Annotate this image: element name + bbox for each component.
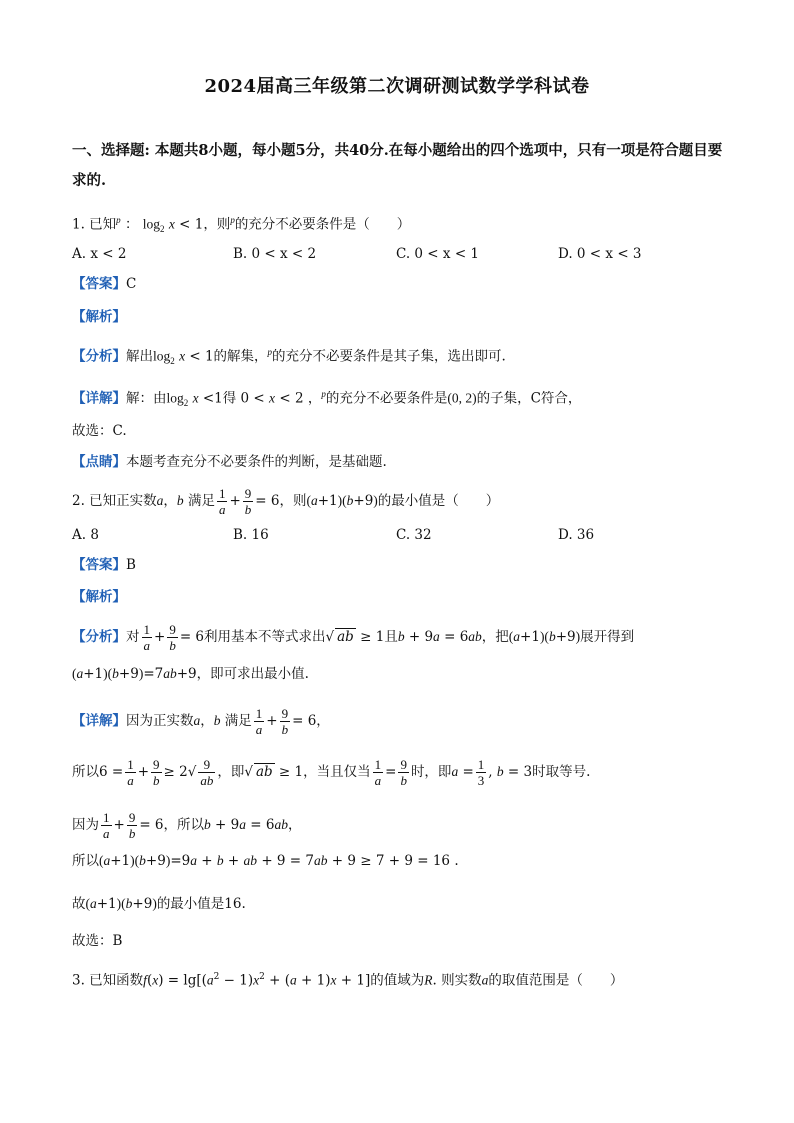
question-1-stem: 1. 已知$^p$ ： $\log_2 x < 1$，则$^p$的充分不必要条件是（ ）: [72, 215, 411, 235]
q1-choose: 故选：C.: [72, 423, 127, 439]
q1-fenxi: 【分析】解出$\log_2 x < 1$的解集，$^p$的充分不必要条件是其子集，选出即可.: [72, 347, 506, 367]
q2-fenxi: 【分析】对 $\frac{1}{a}$ + $\frac{9}{b}$ = 6利用基本不等式求出√ ab ≥ 1且b + 9a = 6ab，把(a+1)(b+9)展开得到: [72, 622, 635, 653]
q1-answer: 【答案】C: [72, 276, 137, 292]
q2-option-c: C. 32: [396, 527, 432, 543]
q2-analysis-label: 【解析】: [72, 589, 126, 605]
q2-detail-line3: 所以(a+1)(b+9)=9a + b + ab + 9 = 7ab + 9 ≥ 7 + 9 = 16 .: [72, 853, 459, 869]
q1-option-b: B. 0 < x < 2: [233, 246, 317, 262]
q1-analysis-label: 【解析】: [72, 309, 126, 325]
q2-option-b: B. 16: [233, 527, 269, 543]
q2-detail-line2: 因为 $\frac{1}{a}$ + $\frac{9}{b}$ = 6，所以b + 9a = 6ab，: [72, 810, 302, 841]
section-heading: 一、选择题: 本题共8小题，每小题5分，共40分.在每小题给出的四个选项中，只有一项是符合题目要求的.: [72, 142, 723, 189]
q1-option-a: A. x < 2: [72, 246, 127, 262]
q2-fenxi-line2: (a+1)(b+9)=7ab+9，即可求出最小值.: [72, 666, 309, 682]
question-3-stem: 3. 已知函数$f(x) = \lg[(a^2 - 1)x^2 + (a + 1)x + 1]$的值域为R. 则实数a的取值范围是（ ）: [72, 972, 624, 989]
question-2-stem: 2. 已知正实数a，b 满足 $\frac{1}{a}$ + $\frac{9}{b}$ = 6，则(a+1)(b+9)的最小值是（ ）: [72, 486, 500, 517]
q2-choose: 故选：B: [72, 933, 123, 949]
q1-option-d: D. 0 < x < 3: [558, 246, 642, 262]
q1-comment: 【点睛】本题考查充分不必要条件的判断，是基础题.: [72, 454, 387, 470]
q2-detail-line4: 故(a+1)(b+9)的最小值是16.: [72, 896, 246, 912]
q2-option-d: D. 36: [558, 527, 595, 543]
q1-detail: 【详解】解：由$\log_2 x <1$得 0 < x < 2 ，$^p$的充分不必要条件是(0, 2)的子集，C符合，: [72, 389, 582, 409]
q2-option-a: A. 8: [72, 527, 99, 543]
page-title: 2024届高三年级第二次调研测试数学学科试卷: [204, 76, 590, 97]
q2-answer: 【答案】B: [72, 557, 136, 573]
q2-detail: 【详解】因为正实数a，b 满足 $\frac{1}{a}$ + $\frac{9}{b}$ = 6，: [72, 706, 330, 737]
q1-option-c: C. 0 < x < 1: [396, 246, 480, 262]
q2-detail-line1: 所以6 = $\frac{1}{a}$ + $\frac{9}{b}$ ≥ 2√ $\frac{9}{ab}$ ，即√ ab ≥ 1，当且仅当 $\frac{1}{a}$ = $\frac{9}{b}$ 时，即a = $\frac{1}{3}$ , b = 3时取等号.: [72, 757, 591, 788]
